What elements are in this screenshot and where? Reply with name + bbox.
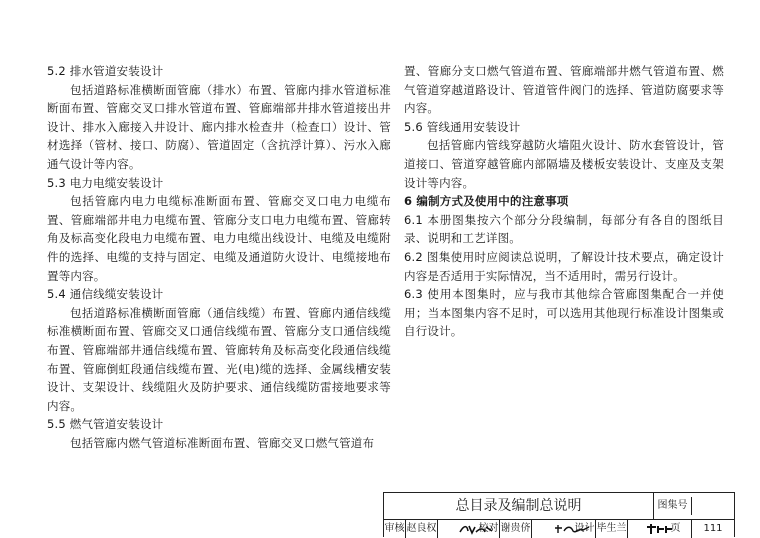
section-6-3: 6.3 使用本图集时，应与我市其他综合管廊图集配合一并使用；当本图集内容不足时，可以选用其他现行标准设计图集或自行设计。 [404, 287, 724, 339]
atlas-number-label: 图集号 [654, 497, 692, 515]
right-column [404, 62, 724, 341]
title-block-top-row [384, 493, 734, 520]
check-label: 校对 [478, 520, 500, 538]
section-5-3-heading: 5.3 电力电缆安装设计 [47, 175, 164, 190]
page-number: 111 [703, 523, 723, 534]
section-5-5-heading: 5.5 燃气管道安装设计 [47, 417, 164, 432]
section-5-6-heading: 5.6 管线通用安装设计 [404, 119, 521, 134]
section-5-5-body: 包括管廊内燃气管道标准断面布置、管廊交叉口燃气管道布 [70, 435, 375, 450]
section-5-2-heading: 5.2 排水管道安装设计 [47, 64, 164, 78]
design-name: 毕生兰 [596, 520, 628, 538]
review-label: 审核 [384, 520, 406, 538]
drawing-title: 总目录及编制总说明 [384, 493, 654, 519]
design-label: 设计 [574, 520, 596, 538]
section-5-4-body: 包括道路标准横断面管廊（通信线缆）布置、管廊内通信线缆标准横断面布置、管廊交叉口通信线缆布置、管廊分支口通信线缆布置、管廊端部井通信线缆布置、管廊转角及标高变化段通信线缆布置、管廊倒虹段通信线缆布置、光(电)缆的选择、金属线槽安装设计、支架设计、线缆阻火及防护要求、通信线缆防雷接地要求等内容。 [47, 305, 391, 413]
review-name: 赵良权 [406, 520, 438, 538]
section-5-6-body: 包括管廊内管线穿越防火墙阻火设计、防水套管设计，管道接口、管道穿越管廊内部隔墙及楼板安装设计、支座及支架设计等内容。 [404, 138, 724, 190]
section-6-1: 6.1 本册图集按六个部分分段编制，每部分有各自的图纸目录、说明和工艺详图。 [404, 212, 724, 246]
section-5-3-body: 包括管廊内电力电缆标准断面布置、管廊交叉口电力电缆布置、管廊端部井电力电缆布置、管廊分支口电力电缆布置、管廊转角及标高变化段电力电缆布置、电力电缆出线设计、电缆及电缆附件的选择、电缆的支持与固定、电缆及通道防火设计、电缆接地布置等内容。 [47, 194, 391, 283]
title-block-signature-row [384, 520, 734, 538]
check-name: 谢贵侪 [500, 520, 532, 538]
page-label: 页 [660, 520, 692, 538]
section-5-5-continued: 置、管廊分支口燃气管道布置、管廊端部井燃气管道布置、燃气管道穿越道路设计、管道管件阀门的选择、管道防腐要求等内容。 [404, 64, 724, 116]
section-6-heading: 6 编制方式及使用中的注意事项 [404, 194, 569, 209]
title-block [383, 492, 735, 537]
left-column [47, 62, 391, 452]
section-5-4-heading: 5.4 通信线缆安装设计 [47, 287, 164, 302]
section-5-2-body: 包括道路标准横断面管廊（排水）布置、管廊内排水管道标准断面布置、管廊交叉口排水管道布置、管廊端部井排水管道接出井设计、排水入廊接入井设计、廊内排水检查井（检查口）设计、管材选择（管材、接口、防腐）、管道固定（含抗浮计算）、污水入廊通气设计等内容。 [47, 82, 391, 171]
section-6-2: 6.2 图集使用时应阅读总说明，了解设计技术要点，确定设计内容是否适用于实际情况，当不适用时，需另行设计。 [404, 249, 724, 283]
